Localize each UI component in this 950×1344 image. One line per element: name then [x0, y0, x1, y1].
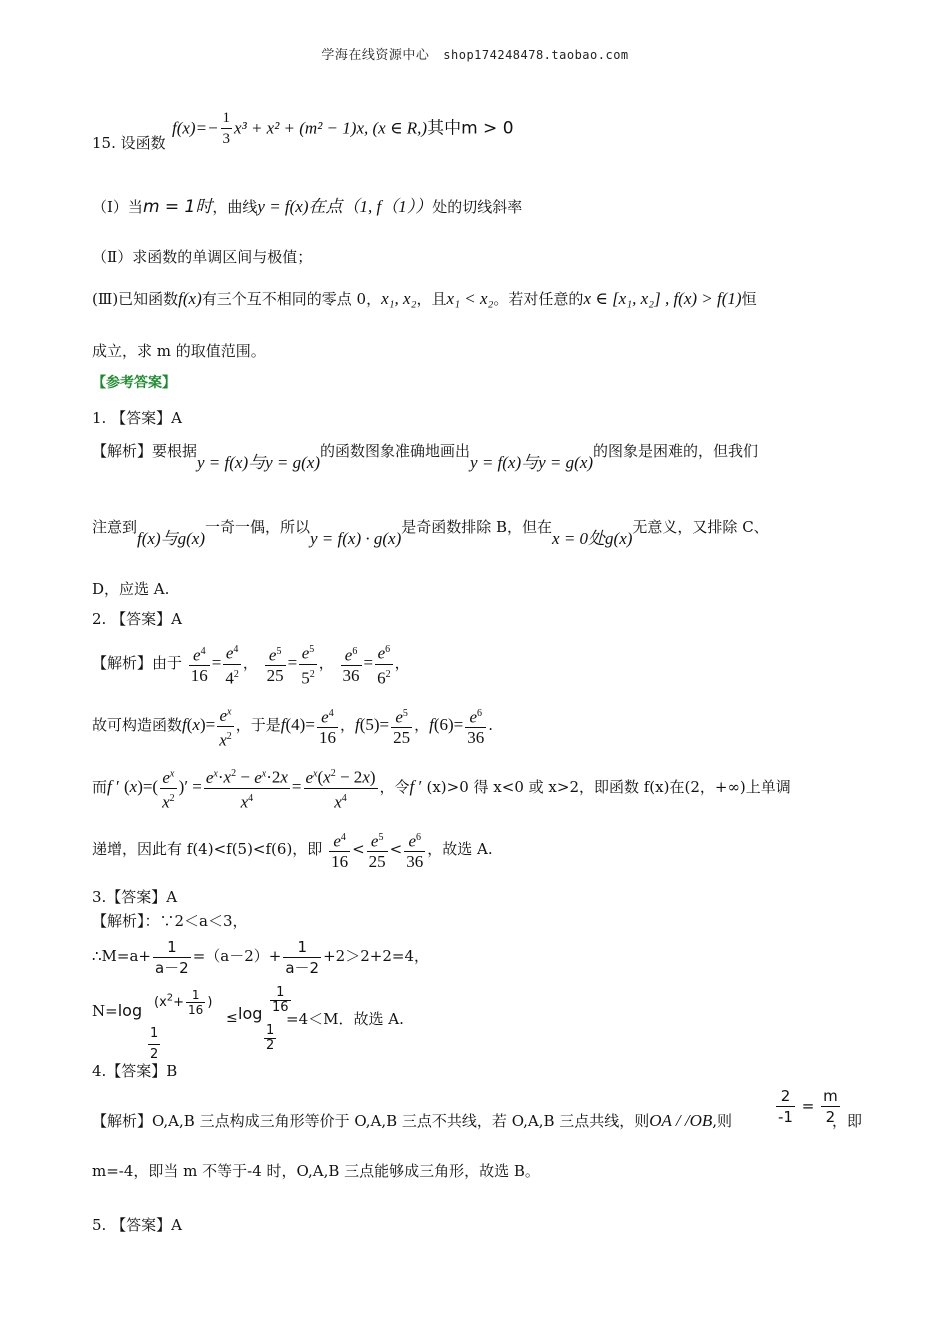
a2-line4: 递增，因此有 f(4)<f(5)<f(6)，即 $\frac{e^4}{16}$ < $\frac{e^5}{25}$ < $\frac{e^6}{36}$ ，故选 A.	[92, 826, 493, 872]
a1-l2-b: 一奇一偶，所以	[204, 518, 310, 536]
a1-l1-c: 的图象是困难的，但我们	[593, 442, 759, 460]
q15-part3-ineq: x₁ < x₂	[446, 289, 494, 308]
a3-log-base1: $\frac{1}{2}$	[150, 1026, 159, 1062]
a4-l1-c: ，即	[832, 1112, 863, 1130]
a1-l1-a: 【解析】要根据	[92, 442, 198, 460]
q15-part1-m: m = 1时	[142, 197, 213, 217]
a3-log2-base: $\frac{1}{2}$	[266, 1023, 275, 1053]
q15-part1: （Ⅰ）当m = 1时，曲线y = f(x)在点（1, f（1））处的切线斜率	[92, 197, 523, 217]
a3-line2: ∴M=a+ $\frac{1}{a-2}$ =（a－2）+ $\frac{1}{a-2}$ +2＞2+2=4，	[92, 937, 429, 977]
a2-l2-b: ，于是	[235, 716, 281, 735]
q15-formula: f(x)=− $\frac{1}{3}$ x³ + x² + (m² − 1)x, (x ∈ R,)其中m > 0	[172, 110, 514, 147]
a2-l3-c: (x)>0 得 x<0 或 x>2，即函数 f(x)在(2，+∞)上单调	[426, 778, 791, 797]
q15-part1-tail: 处的切线斜率	[432, 198, 523, 216]
a2-head: 2. 【答案】A	[92, 610, 182, 628]
q15-part3-e: 恒	[741, 290, 757, 308]
a3-line3: N=log	[92, 1001, 143, 1020]
a3-l2-c: +2＞2+2=4，	[323, 947, 429, 965]
a1-head: 1. 【答案】A	[92, 409, 182, 427]
a3-l2-b: =（a－2）+	[192, 947, 282, 965]
a1-l2-d: 无意义，又排除 C、	[632, 518, 769, 536]
a3-log2-arg: $\frac{1}{16}$	[272, 985, 289, 1015]
header-shop: shop174248478.taobao.com	[443, 48, 629, 62]
a3-head: 3.【答案】A	[92, 888, 178, 906]
a3-log2: log	[238, 1004, 263, 1023]
a5-head: 5. 【答案】A	[92, 1216, 182, 1234]
a1-l2-f2: y = f(x) · g(x)	[310, 529, 402, 548]
a2-l4-a: 递增，因此有 f(4)<f(5)<f(6)，即	[92, 840, 323, 858]
a1-l1-b: 的函数图象准确地画出	[320, 442, 471, 460]
a2-l4-b: ，故选 A.	[427, 840, 493, 858]
a3-l3-a: N=	[92, 1002, 118, 1020]
a4-l1-b: ,则	[712, 1112, 733, 1130]
q15-part3	[92, 288, 757, 310]
q15-part3-d: 。若对任意的	[493, 290, 584, 308]
a1-line1	[92, 440, 759, 472]
a2-line2: 故可构造函数f(x)= $\frac{e^x}{x^2}$ ，于是f(4)= $\frac{e^4}{16}$ ，f(5)= $\frac{e^5}{25}$ ，f(6)= $\frac{e^6}{36}$ .	[92, 702, 493, 750]
a3-l3-b: =4＜M．故选 A.	[286, 1010, 404, 1028]
q15-part1-eq: y = f(x)在点（1, f（1））	[257, 197, 433, 216]
q15-part1-mid: 曲线	[227, 198, 258, 216]
a4-head: 4.【答案】B	[92, 1062, 178, 1080]
a1-l1-f1: y = f(x)与y = g(x)	[197, 453, 321, 472]
a1-l2-c: 是奇函数排除 B，但在	[401, 518, 553, 536]
q15-formula-tail: 其中m > 0	[427, 118, 514, 139]
a1-l2-f3: x = 0处g(x)	[552, 529, 633, 548]
a4-line1	[92, 1110, 732, 1132]
a2-l1-a: 【解析】由于	[92, 654, 183, 673]
a2-l2-a: 故可构造函数	[92, 716, 183, 735]
q15-part3-x12: x₁, x₂	[381, 289, 417, 308]
q15-part1-prefix: （Ⅰ）当	[92, 198, 143, 216]
a3-log-arg: ($x^2+$ $\frac{1}{16}$ )	[154, 988, 213, 1017]
a4-l1-a: 【解析】O,A,B 三点构成三角形等价于 O,A,B 三点不共线，若 O,A,B 三点共线，则	[92, 1112, 650, 1130]
a2-l3-b: ，令	[379, 778, 410, 797]
q15-part3-line2: 成立，求 m 的取值范围。	[92, 342, 266, 360]
a3-leq: ≤	[226, 1010, 238, 1026]
answers-title: 【参考答案】	[92, 375, 176, 391]
a1-l1-f2: y = f(x)与y = g(x)	[470, 453, 594, 472]
a4-l1-vec: OA / /OB	[649, 1111, 713, 1130]
a2-l3-a: 而	[92, 778, 108, 797]
header-title: 学海在线资源中心	[321, 48, 430, 63]
q15-formula-rhs: x³ + x² + (m² − 1)x, (x ∈ R,)	[234, 118, 428, 138]
q15-part3-a: (Ⅲ)已知函数	[92, 290, 179, 308]
a2-line3: 而f ′ (x)=( $\frac{e^x}{x^2}$ )′ = $\frac{e^x\cdot x^2 - e^x\cdot 2x}{x^4}$ = $\frac{e^x(x^2 - 2x)}{x^4}$ ，令f ′ (x)>0 得 x<0 或 x>2，即函数 f(x)在(2，+∞)上单调	[92, 764, 791, 812]
q15-part3-b: 有三个互不相同的零点 0，	[201, 290, 382, 308]
a3-l2-a: ∴M=a+	[92, 947, 151, 965]
a1-l2-a: 注意到	[92, 518, 138, 536]
q15-label: 15. 设函数	[92, 134, 166, 152]
q15-part2: （Ⅱ）求函数的单调区间与极值；	[92, 248, 313, 266]
page-header	[0, 44, 950, 63]
q15-part3-fx: f(x)	[178, 289, 202, 308]
q15-part3-c: ，且	[416, 290, 447, 308]
q15-part3-cond: x ∈ [x₁, x₂] , f(x) > f(1)	[583, 289, 742, 308]
a2-line1: 【解析】由于 $\frac{e^4}{16}$ = $\frac{e^4}{4^2}$ ， $\frac{e^5}{25}$ = $\frac{e^5}{5^2}$ ， $\frac{e^6}{36}$ = $\frac{e^6}{6^2}$ ，	[92, 640, 410, 688]
a3-line1: 【解析】：∵2＜a＜3，	[92, 912, 248, 930]
a1-line2	[92, 516, 769, 548]
a1-l2-f1: f(x)与g(x)	[137, 529, 205, 548]
q15-formula-lhs: f(x)=−	[172, 118, 219, 138]
a1-line3: D，应选 A.	[92, 580, 170, 598]
a4-fraction: $\frac{2}{-1}$ = $\frac{m}{2}$	[778, 1087, 838, 1126]
a4-line2: m=-4，即当 m 不等于-4 时，O,A,B 三点能够成三角形，故选 B。	[92, 1162, 540, 1180]
